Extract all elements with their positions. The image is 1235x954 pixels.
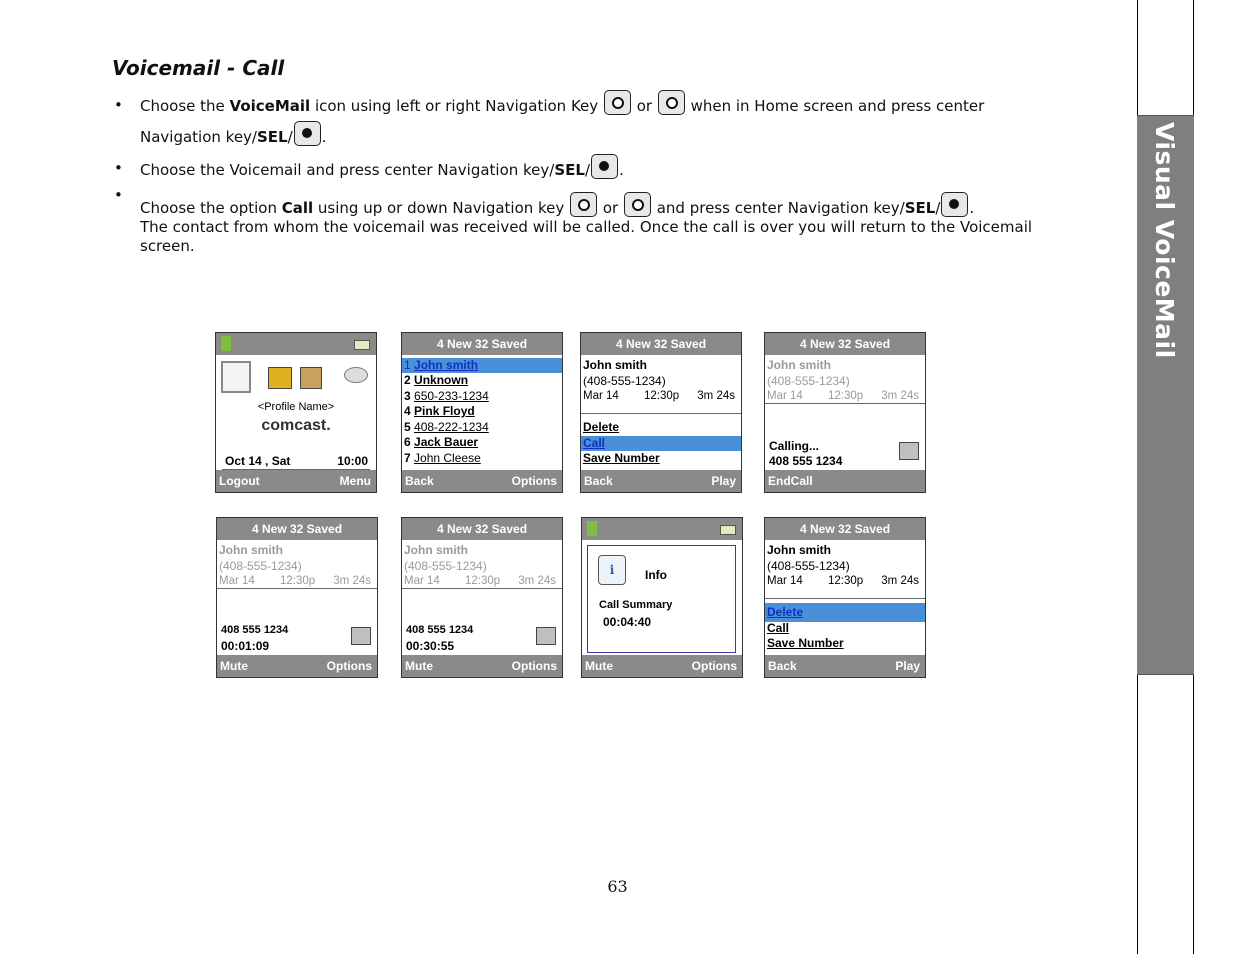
divider bbox=[581, 413, 741, 414]
text: / bbox=[935, 199, 941, 217]
option-label: Delete bbox=[767, 605, 804, 619]
vm-date: Mar 14 bbox=[767, 390, 803, 402]
battery-icon bbox=[354, 340, 370, 350]
screen-header: 4 New 32 Saved bbox=[765, 333, 925, 355]
nav-right-key-icon bbox=[658, 90, 685, 115]
softkey-left[interactable]: Mute bbox=[585, 659, 613, 673]
option-save-number[interactable] bbox=[767, 636, 923, 651]
item-name: Pink Floyd bbox=[414, 404, 475, 418]
text: / bbox=[287, 128, 293, 146]
nav-down-key-icon bbox=[624, 192, 651, 217]
option-label: Delete bbox=[583, 420, 620, 434]
text: icon using left or right Navigation Key bbox=[310, 97, 603, 115]
screen-header: 4 New 32 Saved bbox=[581, 333, 741, 355]
text: . bbox=[619, 161, 624, 179]
voicemail-meta bbox=[219, 574, 375, 589]
item-name: John Cleese bbox=[414, 451, 481, 465]
vm-time: 12:30p bbox=[644, 390, 680, 402]
contact-name: John smith bbox=[767, 358, 832, 372]
bold-text: SEL bbox=[904, 199, 936, 217]
item-name: 650-233-1234 bbox=[414, 389, 489, 403]
phone-handset-icon bbox=[899, 442, 919, 460]
item-name: 408-222-1234 bbox=[414, 420, 489, 434]
signal-icon bbox=[587, 521, 597, 536]
option-label: Save Number bbox=[583, 451, 660, 465]
phonebook-app-icon[interactable] bbox=[268, 367, 292, 389]
option-save-number[interactable] bbox=[583, 451, 739, 466]
contact-name: John smith bbox=[583, 358, 648, 372]
brand-logo: comcast. bbox=[261, 417, 331, 434]
page-number: 63 bbox=[607, 877, 628, 896]
voicemail-meta bbox=[404, 574, 560, 589]
text: . bbox=[321, 128, 327, 146]
phone-handset-icon bbox=[351, 627, 371, 645]
option-delete[interactable] bbox=[583, 420, 739, 435]
bold-text: SEL bbox=[256, 128, 288, 146]
dialed-number: 408 555 1234 bbox=[221, 624, 289, 636]
screen-voicemail-detail bbox=[764, 517, 926, 678]
item-name: Jack Bauer bbox=[414, 435, 479, 449]
divider bbox=[765, 403, 925, 404]
instruction-item bbox=[112, 90, 1042, 152]
softkey-right[interactable]: Play bbox=[711, 474, 736, 488]
softkey-bar bbox=[765, 655, 925, 677]
list-item[interactable] bbox=[404, 404, 560, 419]
screen-in-call bbox=[401, 517, 563, 678]
softkey-bar bbox=[582, 655, 742, 677]
list-item[interactable] bbox=[404, 420, 560, 435]
voicemail-meta bbox=[767, 574, 923, 589]
item-number: 3 bbox=[404, 389, 411, 403]
softkey-bar bbox=[216, 470, 376, 492]
side-tab-title: Visual VoiceMail bbox=[1150, 122, 1179, 359]
softkey-right[interactable]: Options bbox=[511, 659, 557, 673]
item-number: 2 bbox=[404, 373, 411, 387]
contact-number: (408-555-1234) bbox=[404, 559, 487, 573]
softkey-left[interactable]: Mute bbox=[220, 659, 248, 673]
contact-number: (408-555-1234) bbox=[583, 374, 666, 388]
vm-date: Mar 14 bbox=[767, 575, 803, 587]
text: and press center Navigation key/ bbox=[651, 199, 905, 217]
voicemail-meta bbox=[583, 389, 739, 404]
text: Choose the option bbox=[140, 199, 282, 217]
option-delete[interactable] bbox=[765, 603, 925, 622]
signal-icon bbox=[221, 336, 231, 351]
list-item[interactable] bbox=[402, 358, 562, 373]
softkey-left[interactable]: EndCall bbox=[768, 474, 813, 488]
softkey-right[interactable]: Options bbox=[691, 659, 737, 673]
list-item[interactable] bbox=[404, 389, 560, 404]
vm-date: Mar 14 bbox=[583, 390, 619, 402]
voicemail-app-icon[interactable] bbox=[221, 361, 251, 393]
bold-text: SEL bbox=[554, 161, 585, 179]
contact-number: (408-555-1234) bbox=[219, 559, 302, 573]
vm-time: 12:30p bbox=[828, 390, 864, 402]
option-call[interactable] bbox=[581, 436, 741, 451]
text: when in Home screen and press center Navigation key/ bbox=[140, 97, 985, 146]
summary-label: Call Summary bbox=[599, 599, 673, 611]
status-bar bbox=[582, 518, 742, 540]
screen-header: 4 New 32 Saved bbox=[217, 518, 377, 540]
contact-name: John smith bbox=[404, 543, 469, 557]
vm-duration: 3m 24s bbox=[697, 390, 735, 402]
vm-date: Mar 14 bbox=[404, 575, 440, 587]
nav-center-key-icon bbox=[591, 154, 618, 179]
nav-left-key-icon bbox=[604, 90, 631, 115]
vm-time: 12:30p bbox=[280, 575, 316, 587]
dialed-number: 408 555 1234 bbox=[406, 624, 474, 636]
phone-handset-icon bbox=[536, 627, 556, 645]
contact-number: (408-555-1234) bbox=[767, 374, 850, 388]
call-timer: 00:30:55 bbox=[406, 639, 455, 653]
contact-name: John smith bbox=[219, 543, 284, 557]
item-number: 1 bbox=[404, 358, 411, 372]
screen-in-call bbox=[216, 517, 378, 678]
call-summary-dialog bbox=[587, 545, 736, 653]
text: / bbox=[584, 161, 591, 179]
screen-header: 4 New 32 Saved bbox=[765, 518, 925, 540]
text: Choose the Voicemail and press center Navigation key/ bbox=[140, 161, 555, 179]
screen-header: 4 New 32 Saved bbox=[402, 333, 562, 355]
text: . bbox=[969, 199, 975, 217]
vm-duration: 3m 24s bbox=[518, 575, 556, 587]
dialog-title: Info bbox=[645, 568, 667, 582]
text: or bbox=[631, 97, 657, 115]
status-bar bbox=[216, 333, 376, 355]
softkey-left[interactable]: Mute bbox=[405, 659, 433, 673]
softkey-bar bbox=[402, 470, 562, 492]
info-icon: i bbox=[598, 555, 626, 585]
vm-duration: 3m 24s bbox=[881, 390, 919, 402]
home-time: 10:00 bbox=[337, 454, 368, 468]
bold-text: Call bbox=[281, 199, 314, 217]
item-number: 7 bbox=[404, 451, 411, 465]
dialed-number: 408 555 1234 bbox=[769, 454, 843, 468]
softkey-right[interactable]: Options bbox=[511, 474, 557, 488]
section-title: Voicemail - Call bbox=[112, 56, 285, 80]
softkey-bar bbox=[765, 470, 925, 492]
item-number: 4 bbox=[404, 404, 411, 418]
home-date: Oct 14 , Sat bbox=[225, 454, 291, 468]
nav-center-key-icon bbox=[941, 192, 968, 217]
item-name: John smith bbox=[414, 358, 479, 372]
softkey-bar bbox=[217, 655, 377, 677]
list-item[interactable] bbox=[404, 373, 560, 388]
item-name: Unknown bbox=[414, 373, 469, 387]
item-number: 5 bbox=[404, 420, 411, 434]
list-item[interactable] bbox=[404, 451, 560, 466]
summary-duration: 00:04:40 bbox=[603, 615, 652, 629]
divider bbox=[765, 598, 925, 599]
screen-header: 4 New 32 Saved bbox=[402, 518, 562, 540]
screen-calling bbox=[764, 332, 926, 493]
option-label: Call bbox=[583, 436, 606, 450]
text: Choose the bbox=[140, 97, 230, 115]
softkey-bar bbox=[581, 470, 741, 492]
screen-call-summary bbox=[581, 517, 743, 678]
option-label: Call bbox=[767, 621, 790, 635]
weather-app-icon[interactable] bbox=[344, 367, 368, 383]
softkey-right[interactable]: Play bbox=[895, 659, 920, 673]
call-status: Calling... bbox=[769, 439, 820, 453]
softkey-right[interactable]: Options bbox=[326, 659, 372, 673]
vm-duration: 3m 24s bbox=[881, 575, 919, 587]
softkey-left[interactable]: Back bbox=[584, 474, 613, 488]
option-call[interactable] bbox=[767, 621, 923, 636]
screen-voicemail-list bbox=[401, 332, 563, 493]
profile-name: <Profile Name> bbox=[257, 401, 335, 413]
nav-center-key-icon bbox=[294, 121, 321, 146]
softkey-bar bbox=[402, 655, 562, 677]
instruction-list bbox=[112, 90, 1042, 256]
divider bbox=[217, 588, 377, 589]
text: The contact from whom the voicemail was received will be called. Once the call is over you will return to the Voicemail screen. bbox=[140, 218, 1033, 255]
contact-name: John smith bbox=[767, 543, 832, 557]
screen-home bbox=[215, 332, 377, 493]
softkey-left[interactable]: Back bbox=[405, 474, 434, 488]
vm-time: 12:30p bbox=[465, 575, 501, 587]
instruction-item bbox=[112, 154, 1042, 184]
voicemail-meta bbox=[767, 389, 923, 404]
softkey-left[interactable]: Back bbox=[768, 659, 797, 673]
list-item[interactable] bbox=[404, 435, 560, 450]
divider bbox=[402, 588, 562, 589]
call-timer: 00:01:09 bbox=[221, 639, 270, 653]
notes-app-icon[interactable] bbox=[300, 367, 322, 389]
text: using up or down Navigation key bbox=[313, 199, 570, 217]
option-label: Save Number bbox=[767, 636, 844, 650]
vm-duration: 3m 24s bbox=[333, 575, 371, 587]
item-number: 6 bbox=[404, 435, 411, 449]
bold-text: VoiceMail bbox=[229, 97, 311, 115]
instruction-item bbox=[112, 186, 1042, 256]
softkey-left[interactable]: Logout bbox=[219, 474, 260, 488]
nav-up-key-icon bbox=[570, 192, 597, 217]
screen-voicemail-detail bbox=[580, 332, 742, 493]
softkey-right[interactable]: Menu bbox=[339, 474, 371, 488]
vm-date: Mar 14 bbox=[219, 575, 255, 587]
vm-time: 12:30p bbox=[828, 575, 864, 587]
battery-icon bbox=[720, 525, 736, 535]
contact-number: (408-555-1234) bbox=[767, 559, 850, 573]
text: or bbox=[598, 199, 623, 217]
